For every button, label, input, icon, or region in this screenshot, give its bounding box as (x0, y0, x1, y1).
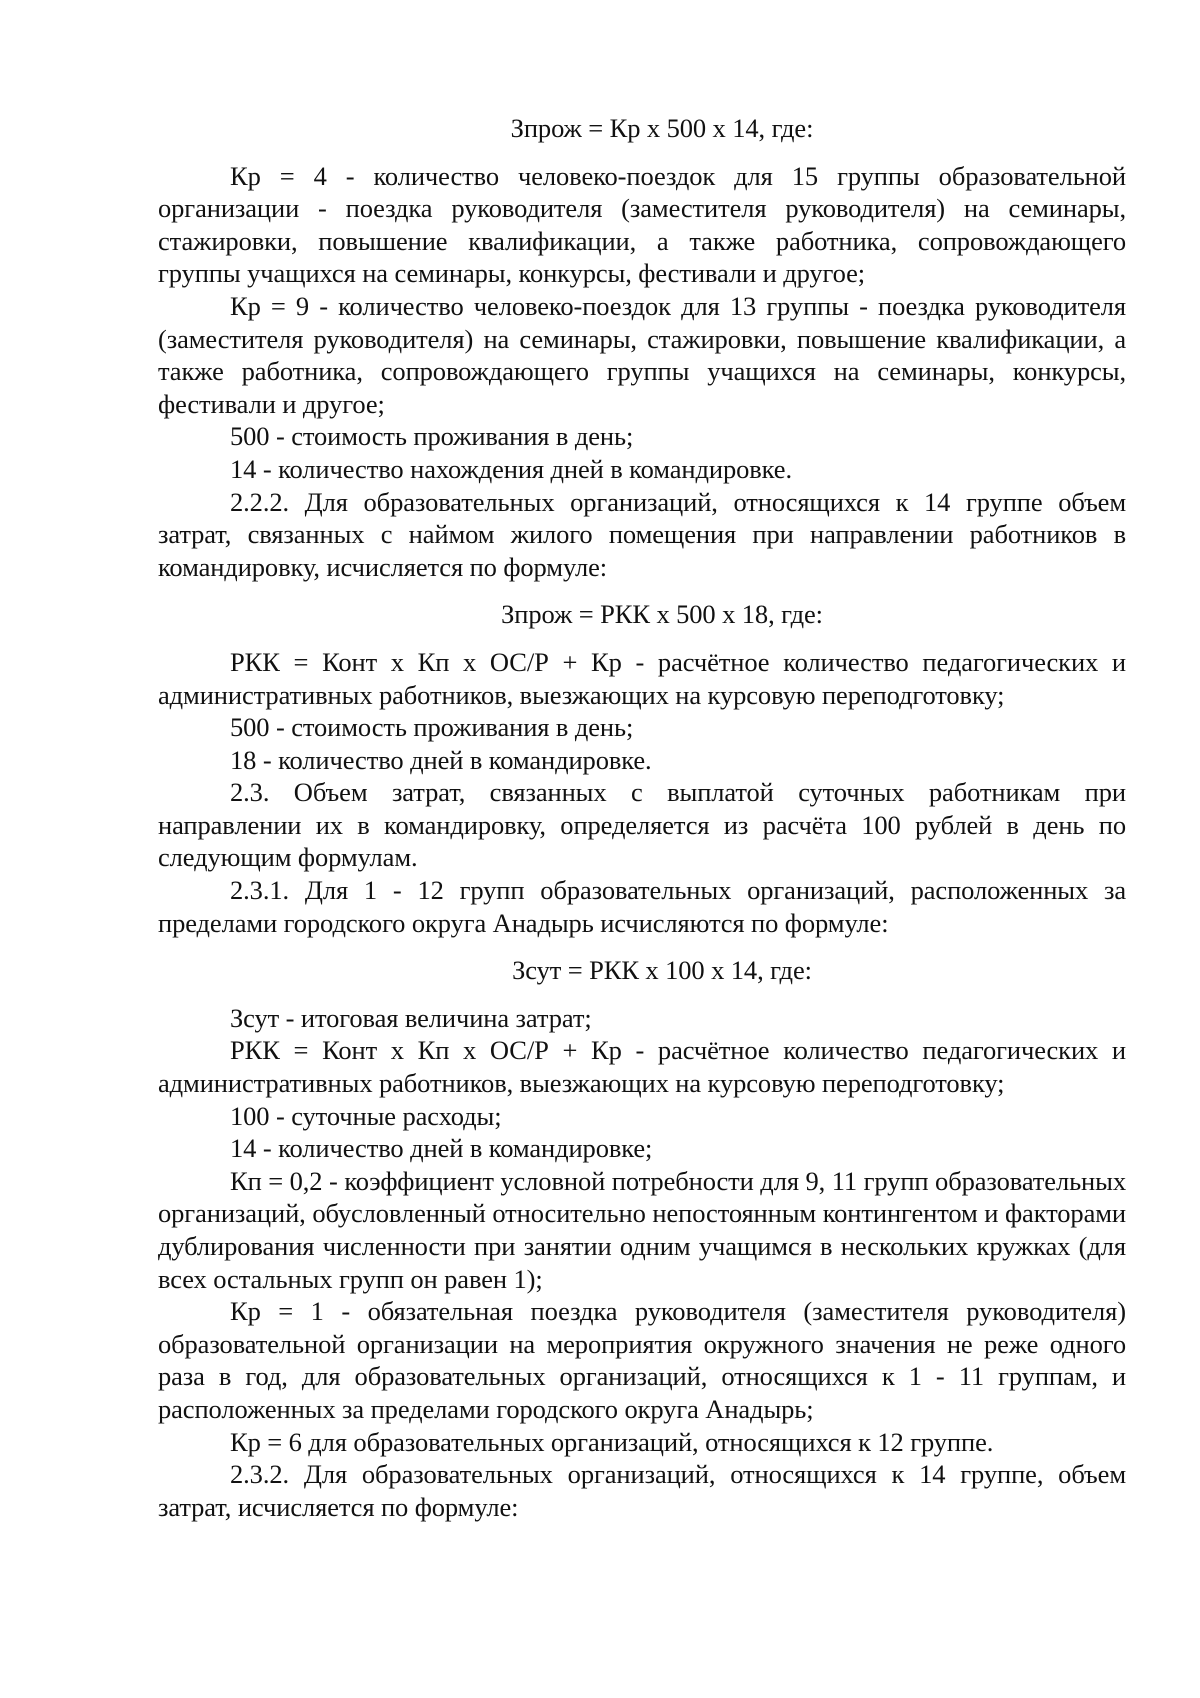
paragraph-per-diem-expenses: 100 - суточные расходы; (230, 1100, 502, 1131)
paragraph-section-2-2-2: 2.2.2. Для образовательных организаций, относящихся к 14 группе объем затрат, связанных с наймом жилого помещения при направлении работников в командировку, исчисляется по формуле: (158, 486, 1126, 582)
formula-per-diem: Зсут = РКК х 100 х 14, где: (512, 955, 812, 986)
paragraph-kr-4: Кр = 4 - количество человеко-поездок для 15 группы образовательной организации - поездка руководителя (заместителя руководителя) на семинары, стажировки, повышение квалификации, а также работника, сопровождающего группы учащихся на семинары, конкурсы, фестивали и другое; (158, 160, 1126, 289)
paragraph-rkk-definition: РКК = Конт х Кп х ОС/Р + Кр - расчётное количество педагогических и административных работников, выезжающих на курсовую переподготовку; (158, 646, 1126, 710)
paragraph-section-2-3: 2.3. Объем затрат, связанных с выплатой суточных работникам при направлении их в командировку, определяется из расчёта 100 рублей в день по следующим формулам. (158, 777, 1126, 873)
document-page (158, 112, 1126, 1523)
paragraph-cost-per-day-2: 500 - стоимость проживания в день; (230, 712, 634, 743)
paragraph-kr-1: Кр = 1 - обязательная поездка руководителя (заместителя руководителя) образовательной организации на мероприятия окружного значения не реже одного раза в год, для образовательных организаций, относящихся к 1 - 11 группам, и расположенных за пределами городского округа Анадырь; (158, 1296, 1126, 1424)
paragraph-days-18: 18 - количество дней в командировке. (230, 744, 652, 775)
paragraph-kp-coefficient: Кп = 0,2 - коэффициент условной потребности для 9, 11 групп образовательных организаций, обусловленный относительно непостоянным контингентом и факторами дублирования численности при занятии одним учащимся в нескольких кружках (для всех остальных групп он равен 1); (158, 1165, 1126, 1294)
paragraph-rkk-definition-2: РКК = Конт х Кп х ОС/Р + Кр - расчётное количество педагогических и административных работников, выезжающих на курсовую переподготовку; (158, 1035, 1126, 1099)
paragraph-days-14-2: 14 - количество дней в командировке; (230, 1133, 653, 1164)
paragraph-days-14: 14 - количество нахождения дней в командировке. (230, 453, 792, 484)
paragraph-section-2-3-1: 2.3.1. Для 1 - 12 групп образовательных организаций, расположенных за пределами городского округа Анадырь исчисляются по формуле: (158, 875, 1126, 938)
paragraph-kr-6: Кр = 6 для образовательных организаций, относящихся к 12 группе. (230, 1426, 994, 1457)
paragraph-zsut-definition: Зсут - итоговая величина затрат; (230, 1002, 592, 1033)
formula-housing-group-14: Зпрож = РКК х 500 х 18, где: (501, 599, 823, 630)
paragraph-kr-9: Кр = 9 - количество человеко-поездок для 13 группы - поездка руководителя (заместителя руководителя) на семинары, стажировки, повышение квалификации, а также работника, сопровождающего группы учащихся на семинары, конкурсы, фестивали и другое; (158, 290, 1126, 419)
paragraph-section-2-3-2: 2.3.2. Для образовательных организаций, относящихся к 14 группе, объем затрат, исчисляется по формуле: (158, 1459, 1126, 1522)
formula-housing-groups-13-15: Зпрож = Кр х 500 х 14, где: (510, 113, 814, 143)
paragraph-cost-per-day: 500 - стоимость проживания в день; (230, 421, 634, 452)
